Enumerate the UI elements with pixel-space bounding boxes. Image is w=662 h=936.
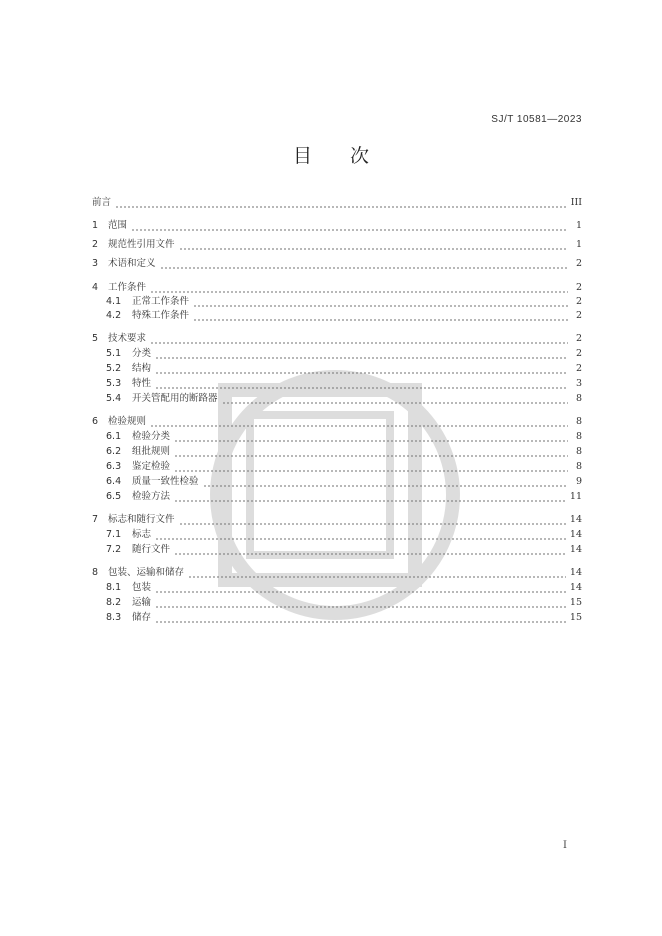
toc-entry-number: 1	[92, 220, 99, 231]
toc-entry-number: 5.2	[106, 363, 122, 374]
toc-entry[interactable]	[92, 611, 582, 625]
toc-entry-number: 6.3	[106, 461, 122, 472]
toc-entry[interactable]	[92, 238, 582, 252]
toc-entry-label: 检验规则	[108, 416, 147, 427]
toc-entry-page: 2	[575, 333, 582, 344]
toc-dot-leader	[203, 475, 568, 489]
toc-entry-number: 4	[92, 282, 99, 293]
toc-entry-page: 15	[569, 612, 582, 623]
toc-dot-leader	[174, 430, 568, 444]
toc-entry-page: 3	[575, 378, 582, 389]
toc-entry[interactable]	[92, 377, 582, 391]
toc-entry-number: 6.2	[106, 446, 122, 457]
toc-entry-label: 开关管配用的断路器	[132, 393, 218, 404]
toc-entry-label: 质量一致性检验	[132, 476, 199, 487]
toc-entry[interactable]	[92, 309, 582, 323]
toc-entry-page: 2	[575, 310, 582, 321]
toc-entry-page: 2	[575, 296, 582, 307]
toc-entry-number: 7.2	[106, 544, 122, 555]
toc-entry[interactable]	[92, 347, 582, 361]
toc-entry[interactable]	[92, 281, 582, 295]
toc-entry-page: 9	[575, 476, 582, 487]
toc-entry-number: 2	[92, 239, 99, 250]
toc-entry-label: 包装、运输和储存	[108, 567, 185, 578]
toc-dot-leader	[174, 460, 568, 474]
toc-entry[interactable]	[92, 196, 582, 210]
toc-entry[interactable]	[92, 528, 582, 542]
toc-entry-page: 14	[569, 529, 582, 540]
toc-entry-label: 结构	[132, 363, 152, 374]
toc-entry-number: 6.5	[106, 491, 122, 502]
toc-entry-page: 8	[575, 461, 582, 472]
toc-entry-page: 14	[569, 567, 582, 578]
toc-entry-page: 14	[569, 544, 582, 555]
toc-entry-label: 技术要求	[108, 333, 147, 344]
toc-entry-page: 8	[575, 393, 582, 404]
title-char-2: 次	[350, 145, 370, 167]
toc-dot-leader	[155, 596, 566, 610]
toc-dot-leader	[155, 347, 568, 361]
toc-dot-leader	[188, 566, 566, 580]
toc-dot-leader	[155, 362, 568, 376]
toc-dot-leader	[160, 257, 568, 271]
toc-entry-label: 检验分类	[132, 431, 171, 442]
toc-entry-page: 15	[569, 597, 582, 608]
toc-entry[interactable]	[92, 460, 582, 474]
toc-entry-number: 6.1	[106, 431, 122, 442]
toc-entry-number: 8.2	[106, 597, 122, 608]
toc-entry[interactable]	[92, 392, 582, 406]
toc-entry[interactable]	[92, 295, 582, 309]
toc-entry-label: 组批规则	[132, 446, 171, 457]
toc-dot-leader	[115, 196, 567, 210]
toc-dot-leader	[131, 219, 568, 233]
toc-entry-page: 14	[569, 582, 582, 593]
toc-entry-label: 储存	[132, 612, 152, 623]
toc-entry[interactable]	[92, 566, 582, 580]
toc-entry-label: 术语和定义	[108, 258, 156, 269]
toc-entry-number: 7	[92, 514, 99, 525]
toc-entry[interactable]	[92, 475, 582, 489]
toc-dot-leader	[193, 295, 568, 309]
toc-entry-number: 6.4	[106, 476, 122, 487]
toc-dot-leader	[174, 490, 566, 504]
toc-entry-label: 范围	[108, 220, 128, 231]
toc-entry-page: 8	[575, 446, 582, 457]
page-title	[0, 141, 662, 168]
toc-entry-label: 特殊工作条件	[132, 310, 190, 321]
toc-entry[interactable]	[92, 332, 582, 346]
toc-entry-page: 2	[575, 363, 582, 374]
toc-entry-number: 4.2	[106, 310, 122, 321]
toc-dot-leader	[222, 392, 568, 406]
toc-entry[interactable]	[92, 543, 582, 557]
toc-entry-number: 5.3	[106, 378, 122, 389]
toc-entry-number: 3	[92, 258, 99, 269]
toc-entry[interactable]	[92, 362, 582, 376]
toc-entry-label: 标志	[132, 529, 152, 540]
document-code: SJ/T 10581—2023	[491, 114, 582, 125]
toc-entry[interactable]	[92, 596, 582, 610]
toc-entry-page: 8	[575, 416, 582, 427]
toc-entry-number: 7.1	[106, 529, 122, 540]
toc-entry-page: III	[570, 197, 582, 208]
toc-dot-leader	[155, 528, 566, 542]
toc-dot-leader	[155, 611, 566, 625]
toc-entry-page: 8	[575, 431, 582, 442]
toc-entry[interactable]	[92, 445, 582, 459]
title-char-1: 目	[292, 145, 312, 167]
toc-entry-label: 包装	[132, 582, 152, 593]
toc-entry-label: 正常工作条件	[132, 296, 190, 307]
toc-entry-label: 检验方法	[132, 491, 171, 502]
toc-entry-label: 鉴定检验	[132, 461, 171, 472]
toc-entry-number: 5	[92, 333, 99, 344]
toc-entry-label: 分类	[132, 348, 152, 359]
toc-entry[interactable]	[92, 490, 582, 504]
toc-entry-label: 运输	[132, 597, 152, 608]
toc-dot-leader	[155, 581, 566, 595]
toc-dot-leader	[155, 377, 568, 391]
toc-entry-page: 1	[575, 220, 582, 231]
toc-entry-label: 规范性引用文件	[108, 239, 175, 250]
toc-entry-number: 5.4	[106, 393, 122, 404]
toc-entry-number: 8	[92, 567, 99, 578]
toc-entry-label: 随行文件	[132, 544, 171, 555]
toc-entry[interactable]	[92, 257, 582, 271]
toc-entry-page: 14	[569, 514, 582, 525]
toc-entry-page: 2	[575, 282, 582, 293]
toc-entry-number: 6	[92, 416, 99, 427]
toc-dot-leader	[174, 543, 566, 557]
toc-dot-leader	[174, 445, 568, 459]
toc-dot-leader	[179, 513, 566, 527]
toc-dot-leader	[179, 238, 568, 252]
toc-entry-page: 2	[575, 258, 582, 269]
toc-entry[interactable]	[92, 513, 582, 527]
toc-entry-page: 2	[575, 348, 582, 359]
toc-entry[interactable]	[92, 415, 582, 429]
toc-dot-leader	[150, 415, 568, 429]
toc-entry-number: 4.1	[106, 296, 122, 307]
toc-entry-label: 特性	[132, 378, 152, 389]
toc-entry-label: 工作条件	[108, 282, 147, 293]
toc-entry[interactable]	[92, 219, 582, 233]
toc-entry-label: 标志和随行文件	[108, 514, 175, 525]
toc-entry-page: 1	[575, 239, 582, 250]
toc-entry-number: 8.1	[106, 582, 122, 593]
page-number: I	[563, 840, 567, 851]
toc-entry[interactable]	[92, 430, 582, 444]
toc-dot-leader	[150, 281, 568, 295]
toc-entry-page: 11	[569, 491, 582, 502]
toc-entry[interactable]	[92, 581, 582, 595]
toc-dot-leader	[193, 309, 568, 323]
toc-dot-leader	[150, 332, 568, 346]
toc-entry-label: 前言	[92, 197, 112, 208]
toc-entry-number: 5.1	[106, 348, 122, 359]
toc-entry-number: 8.3	[106, 612, 122, 623]
